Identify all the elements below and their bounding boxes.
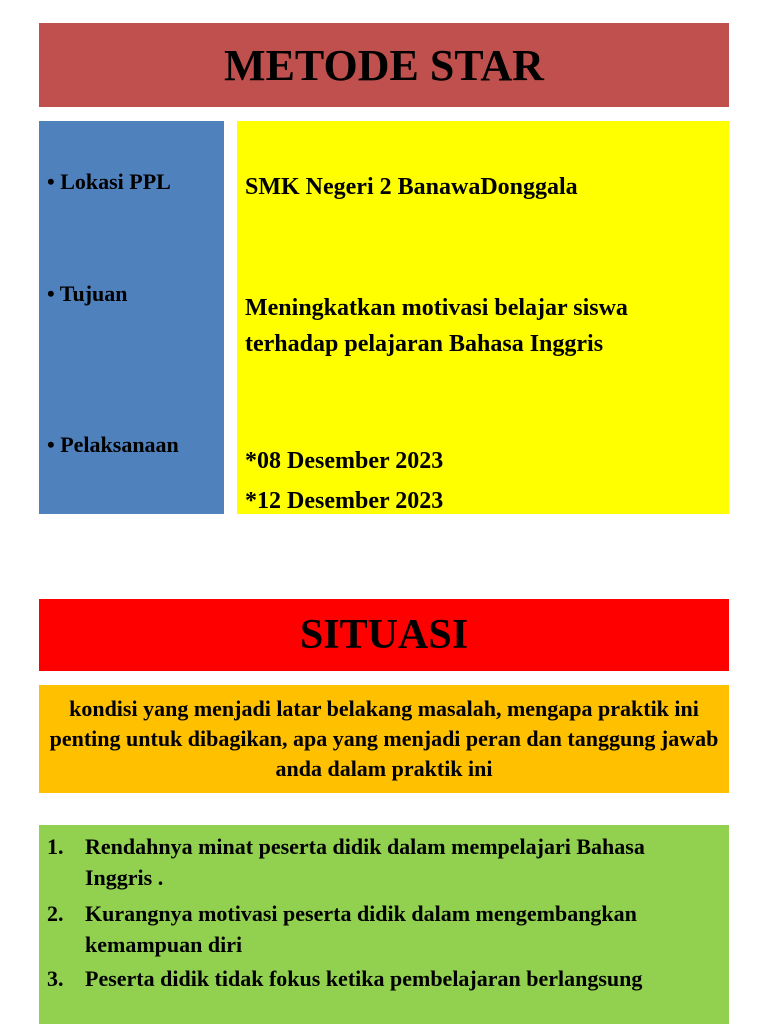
label-tujuan: • Tujuan bbox=[47, 281, 128, 306]
list-item bbox=[47, 898, 687, 960]
list-item bbox=[47, 831, 687, 893]
metode-star-title: METODE STAR bbox=[224, 40, 544, 90]
situasi-title: SITUASI bbox=[299, 612, 469, 658]
list-item-number: 3. bbox=[47, 966, 64, 991]
list-item-text: Kurangnya motivasi peserta didik dalam mengembangkan kemampuan diri bbox=[85, 901, 637, 957]
metode-star-title-bar bbox=[39, 23, 729, 107]
list-item-number: 2. bbox=[47, 901, 64, 926]
labels-panel bbox=[39, 121, 224, 514]
situasi-description: kondisi yang menjadi latar belakang masalah, mengapa praktik ini penting untuk dibagikan, apa yang menjadi peran dan tanggung jawab anda dalam praktik ini bbox=[49, 696, 719, 781]
situasi-list bbox=[39, 825, 729, 1024]
values-panel bbox=[237, 121, 729, 514]
list-item-text: Peserta didik tidak fokus ketika pembelajaran berlangsung bbox=[85, 966, 643, 991]
situasi-description-box bbox=[39, 685, 729, 793]
list-item-text: Rendahnya minat peserta didik dalam mempelajari Bahasa Inggris . bbox=[85, 834, 645, 890]
list-item-number: 1. bbox=[47, 834, 64, 859]
value-tujuan: Meningkatkan motivasi belajar siswa terhadap pelajaran Bahasa Inggris bbox=[245, 295, 628, 357]
label-pelaksanaan: • Pelaksanaan bbox=[47, 432, 179, 457]
value-lokasi: SMK Negeri 2 BanawaDonggala bbox=[245, 174, 578, 200]
situasi-title-bar bbox=[39, 599, 729, 671]
list-item bbox=[47, 963, 687, 994]
value-tanggal-1: *08 Desember 2023 bbox=[245, 448, 444, 474]
value-tanggal-2: *12 Desember 2023 bbox=[245, 488, 444, 514]
label-lokasi: • Lokasi PPL bbox=[47, 169, 171, 194]
